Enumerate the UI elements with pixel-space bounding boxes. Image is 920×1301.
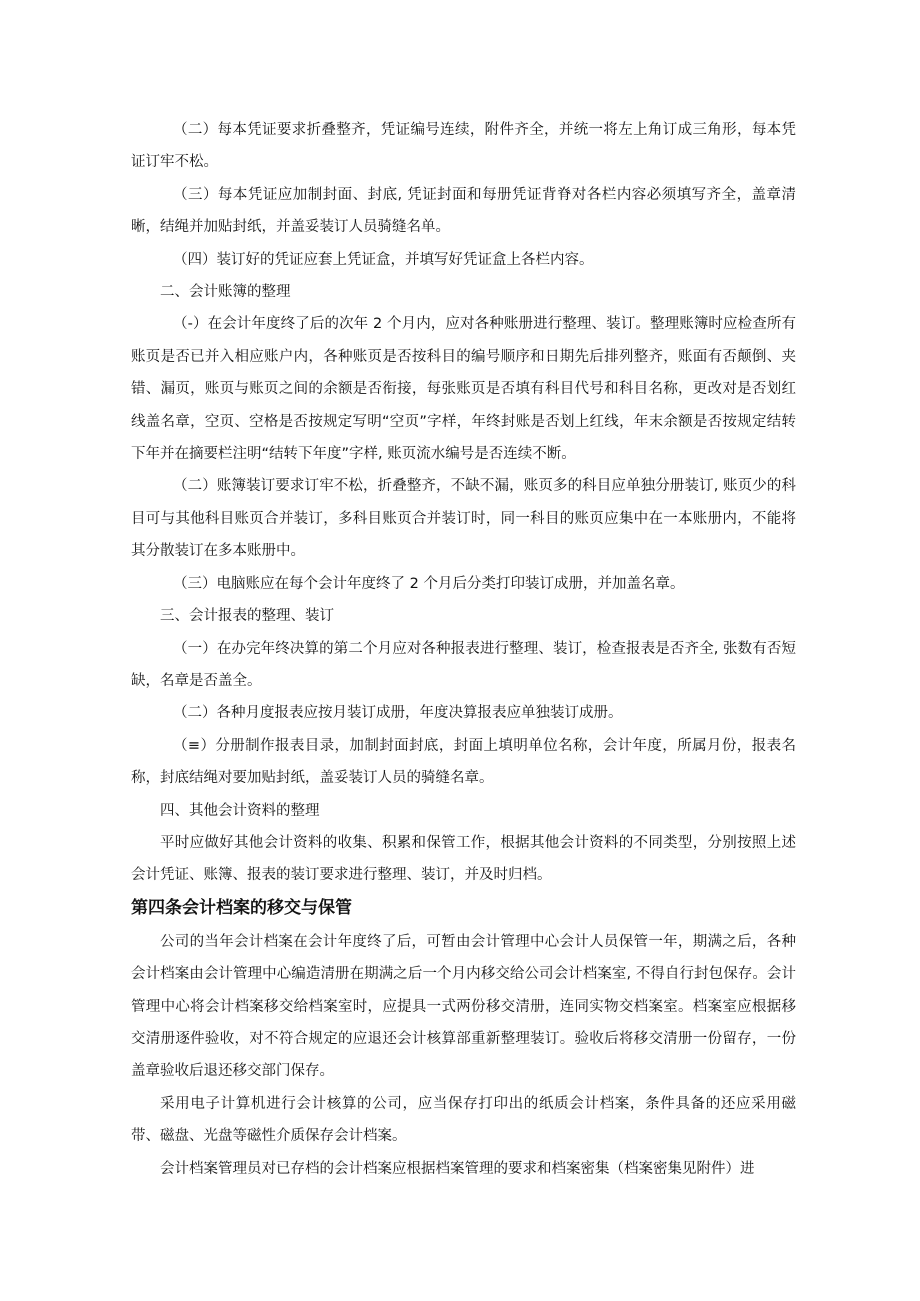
paragraph: （二）各种月度报表应按月装订成册，年度决算报表应单独装订成册。 — [173, 705, 623, 722]
paragraph: 三、会计报表的整理、装订 — [160, 608, 334, 625]
paragraph: （≡）分册制作报表目录，加制封面封底，封面上填明单位名称，会计年度，所属月份，报表名称，封底结绳对要加贴封纸，盖妥装订人员的骑缝名章。 — [131, 737, 796, 787]
paragraph: （四）装订好的凭证应套上凭证盒，并填写好凭证盒上各栏内容。 — [173, 251, 594, 268]
paragraph: （一）在办完年终决算的第二个月应对各种报表进行整理、装订，检查报表是否齐全, 张数有否短缺，名章是否盖全。 — [131, 640, 796, 689]
paragraph: （三）每本凭证应加制封面、封底, 凭证封面和每册凭证背脊对各栏内容必须填写齐全，盖章清晰，结绳并加贴封纸，并盖妥装订人员骑缝名单。 — [131, 186, 796, 236]
paragraph: 四、其他会计资料的整理 — [160, 802, 320, 819]
section-heading: 第四条会计档案的移交与保管 — [131, 897, 352, 918]
paragraph: （二）每本凭证要求折叠整齐，凭证编号连续，附件齐全，并统一将左上角订成三角形，每本凭证订牢不松。 — [131, 122, 796, 171]
paragraph: 平时应做好其他会计资料的收集、积累和保管工作，根据其他会计资料的不同类型，分别按照上述会计凭证、账簿、报表的装订要求进行整理、装订，并及时归档。 — [131, 834, 796, 884]
paragraph: （二）账簿装订要求订牢不松，折叠整齐，不缺不漏，账页多的科目应单独分册装订, 账页少的科目可与其他科目账页合并装订，多科目账页合并装订时，同一科目的账页应集中在一本账册内，不能将其分散装订在多本账册中。 — [131, 478, 796, 560]
paragraph: 公司的当年会计档案在会计年度终了后，可暂由会计管理中心会计人员保管一年，期满之后，各种会计档案由会计管理中心编造清册在期满之后一个月内移交给公司会计档案室, 不得自行封包保存。会计管理中心将会计档案移交给档案室时，应提具一式两份移交清册，连同实物交档案室。档案室应根据移交清册逐件验收，对不符合规定的应退还会计核算部重新整理装订。验收后将移交清册一份留存，一份盖章验收后退还移交部门保存。 — [131, 933, 796, 1080]
paragraph: 采用电子计算机进行会计核算的公司，应当保存打印出的纸质会计档案，条件具备的还应采用磁带、磁盘、光盘等磁性介质保存会计档案。 — [131, 1095, 796, 1145]
body-text-before-heading — [131, 114, 796, 892]
paragraph: 二、会计账簿的整理 — [160, 284, 291, 301]
paragraph: 会计档案管理员对已存档的会计档案应根据档案管理的要求和档案密集（档案密集见附件）进 — [160, 1160, 755, 1177]
paragraph: （三）电脑账应在每个会计年度终了 2 个月后分类打印装订成册，并加盖名章。 — [173, 575, 685, 592]
paragraph: （-）在会计年度终了后的次年 2 个月内，应对各种账册进行整理、装订。整理账簿时应检查所有账页是否已并入相应账户内，各种账页是否按科目的编号顺序和日期先后排列整齐，账面有否颠倒、夹错、漏页，账页与账页之间的余额是否衔接，每张账页是否填有科目代号和科目名称，更改对是否划红线盖名章，空页、空格是否按规定写明“空页”字样，年终封账是否划上红线，年末余额是否按规定结转下年并在摘要栏注明“结转下年度”字样, 账页流水编号是否连续不断。 — [131, 316, 796, 463]
body-text-after-heading — [131, 926, 796, 1185]
